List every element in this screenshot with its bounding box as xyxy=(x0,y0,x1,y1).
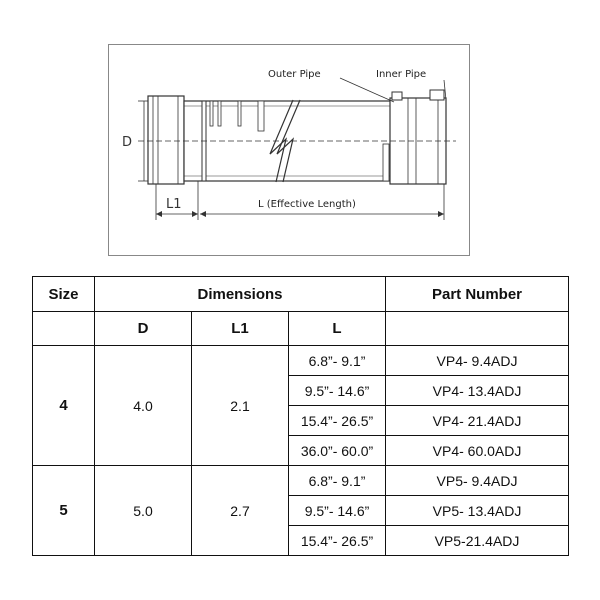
subheader-row xyxy=(33,312,569,346)
d-cell: 4.0 xyxy=(95,346,192,466)
part-number-cell: VP4- 60.0ADJ xyxy=(386,436,569,466)
part-number-cell: VP5- 9.4ADJ xyxy=(386,466,569,496)
specification-table xyxy=(32,276,569,556)
l-dimension-label: L (Effective Length) xyxy=(258,199,356,210)
d-header: D xyxy=(95,312,192,346)
l-cell: 15.4”- 26.5” xyxy=(289,526,386,556)
l-cell: 6.8”- 9.1” xyxy=(289,466,386,496)
pipe-diagram xyxy=(108,44,470,256)
l-cell: 15.4”- 26.5” xyxy=(289,406,386,436)
l-header: L xyxy=(289,312,386,346)
dimensions-header: Dimensions xyxy=(95,277,386,312)
size-cell: 4 xyxy=(33,346,95,466)
part-number-cell: VP4- 9.4ADJ xyxy=(386,346,569,376)
part-number-cell: VP5- 13.4ADJ xyxy=(386,496,569,526)
l1-header: L1 xyxy=(192,312,289,346)
l-cell: 9.5”- 14.6” xyxy=(289,496,386,526)
pipe-drawing xyxy=(108,44,470,256)
inner-pipe-label: Inner Pipe xyxy=(376,69,427,80)
size-cell: 5 xyxy=(33,466,95,556)
l-cell: 9.5”- 14.6” xyxy=(289,376,386,406)
part-number-cell: VP4- 21.4ADJ xyxy=(386,406,569,436)
l-cell: 36.0”- 60.0” xyxy=(289,436,386,466)
table-row xyxy=(33,346,569,376)
d-cell: 5.0 xyxy=(95,466,192,556)
l-cell: 6.8”- 9.1” xyxy=(289,346,386,376)
part-number-header: Part Number xyxy=(386,277,569,312)
part-number-cell: VP5-21.4ADJ xyxy=(386,526,569,556)
part-number-cell: VP4- 13.4ADJ xyxy=(386,376,569,406)
subheader-empty xyxy=(386,312,569,346)
table-row xyxy=(33,466,569,496)
header-row xyxy=(33,277,569,312)
l1-dimension-label: L1 xyxy=(166,197,182,212)
l1-cell: 2.7 xyxy=(192,466,289,556)
size-header: Size xyxy=(33,277,95,312)
d-dimension-label: D xyxy=(122,135,133,150)
l1-cell: 2.1 xyxy=(192,346,289,466)
outer-pipe-label: Outer Pipe xyxy=(268,69,321,80)
subheader-empty xyxy=(33,312,95,346)
